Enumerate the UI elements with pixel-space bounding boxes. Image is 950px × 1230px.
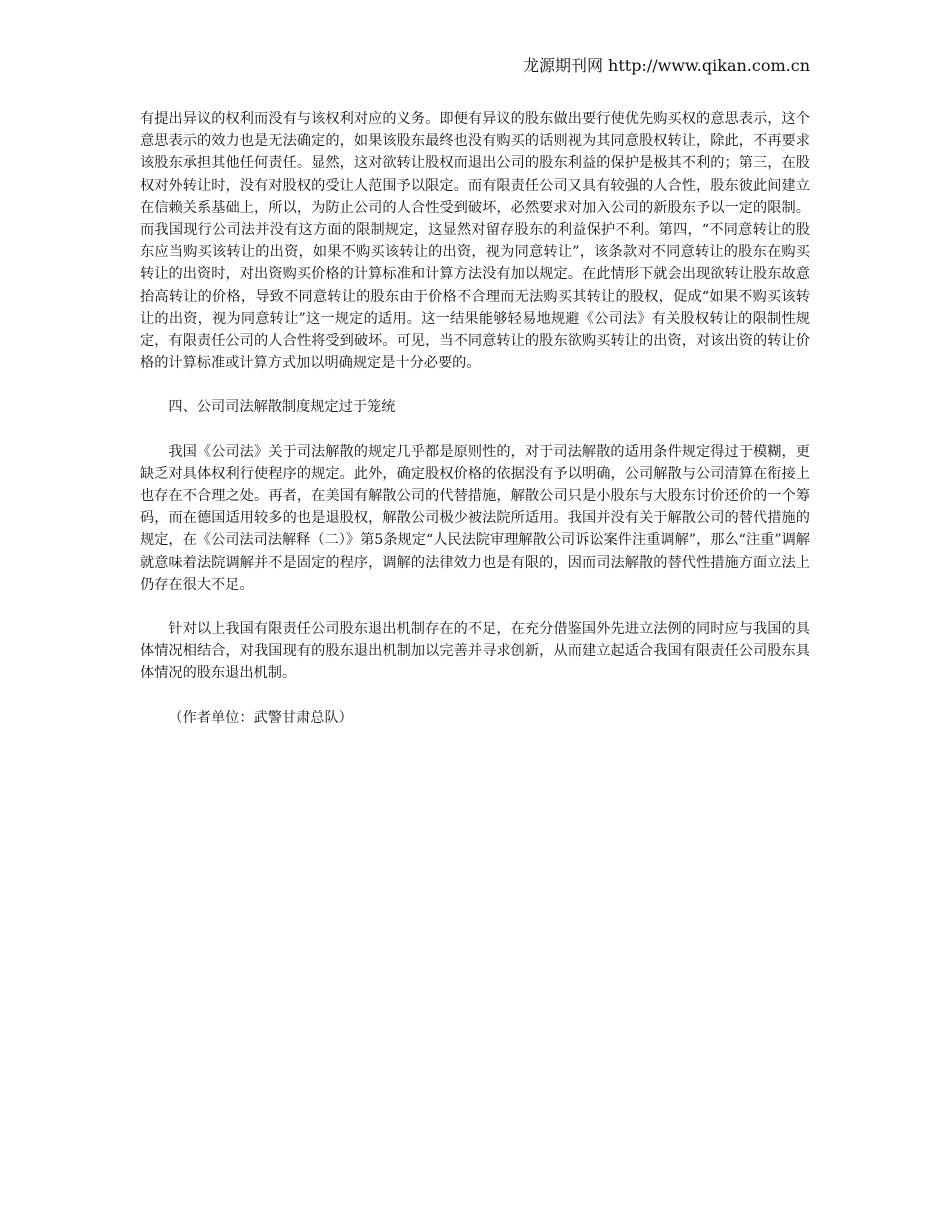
header-site-label: 龙源期刊网 http://www.qikan.com.cn: [522, 56, 810, 75]
paragraph-gap: [140, 374, 810, 396]
paragraph-continuation: 有提出异议的权利而没有与该权利对应的义务。即便有异议的股东做出要行使优先购买权的意思表示，这个意思表示的效力也是无法确定的，如果该股东最终也没有购买的话则视为其同意股权转让，除此，不再要求该股东承担其他任何责任。显然，这对欲转让股权而退出公司的股东利益的保护是极其不利的；第三，在股权对外转让时，没有对股权的受让人范围予以限定。而有限责任公司又具有较强的人合性，股东彼此间建立在信赖关系基础上，所以，为防止公司的人合性受到破坏，必然要求对加入公司的新股东予以一定的限制。而我国现行公司法并没有这方面的限制规定，这显然对留存股东的利益保护不利。第四，“不同意转让的股东应当购买该转让的出资，如果不购买该转让的出资，视为同意转让”，该条款对不同意转让的股东在购买转让的出资时，对出资购买价格的计算标准和计算方法没有加以规定。在此情形下就会出现欲转让股东故意抬高转让的价格，导致不同意转让的股东由于价格不合理而无法购买其转让的股权，促成“如果不购买该转让的出资，视为同意转让”这一规定的适用。这一结果能够轻易地规避《公司法》有关股权转让的限制性规定，有限责任公司的人合性将受到破坏。可见，当不同意转让的股东欲购买转让的出资，对该出资的转让价格的计算标准或计算方式加以明确规定是十分必要的。: [140, 111, 810, 372]
paragraph-gap: [140, 596, 810, 618]
paragraph-gap: [140, 685, 810, 707]
paragraph-conclusion: 针对以上我国有限责任公司股东退出机制存在的不足，在充分借鉴国外先进立法例的同时应与我国的具体情况相结合，对我国现有的股东退出机制加以完善并寻求创新，从而建立起适合我国有限责任公司股东具体情况的股东退出机制。: [140, 621, 810, 682]
article-body: [140, 108, 810, 729]
paragraph-gap: [140, 419, 810, 441]
author-affiliation: （作者单位：武警甘肃总队）: [168, 709, 353, 726]
section-heading: 四、公司司法解散制度规定过于笼统: [168, 399, 396, 416]
paragraph-judicial-dissolution: 我国《公司法》关于司法解散的规定几乎都是原则性的，对于司法解散的适用条件规定得过于模糊，更缺乏对具体权利行使程序的规定。此外，确定股权价格的依据没有予以明确，公司解散与公司清算在衔接上也存在不合理之处。再者，在美国有解散公司的代替措施，解散公司只是小股东与大股东讨价还价的一个筹码，而在德国适用较多的也是退股权，解散公司极少被法院所适用。我国并没有关于解散公司的替代措施的规定，在《公司法司法解释（二）》第5条规定“人民法院审理解散公司诉讼案件注重调解”，那么“注重”调解就意味着法院调解并不是固定的程序，调解的法律效力也是有限的，因而司法解散的替代性措施方面立法上仍存在很大不足。: [140, 443, 810, 593]
